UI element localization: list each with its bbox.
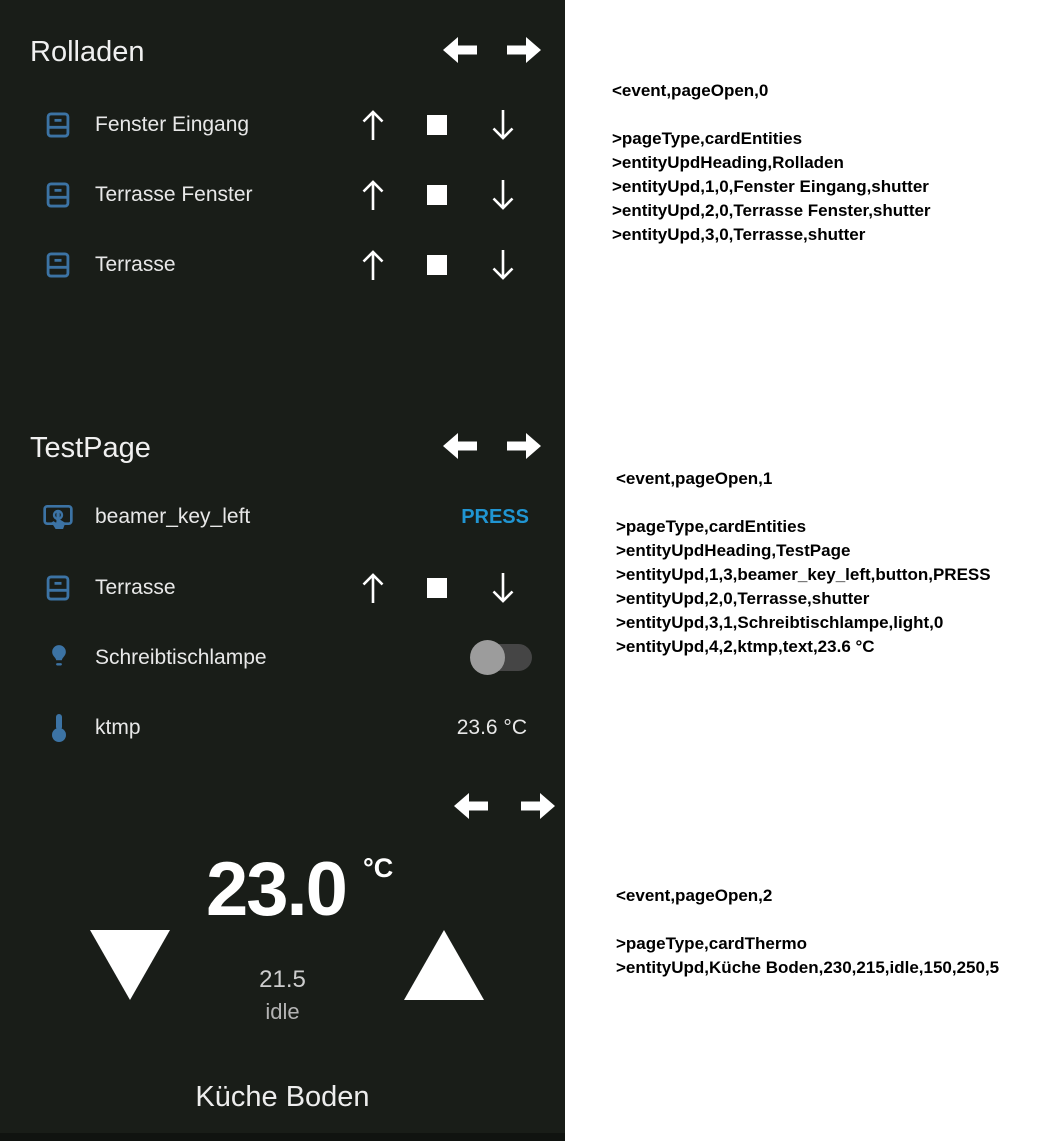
log-line: >pageType,cardEntities	[612, 129, 803, 148]
log-block-page2	[616, 884, 999, 980]
tap-button-icon	[42, 502, 74, 537]
entity-label: Schreibtischlampe	[95, 646, 267, 669]
shutter-stop-button[interactable]	[427, 255, 447, 275]
log-line: >entityUpd,4,2,ktmp,text,23.6 °C	[616, 637, 875, 656]
press-button[interactable]: PRESS	[461, 506, 529, 528]
shutter-icon	[44, 574, 72, 607]
log-line: >entityUpd,2,0,Terrasse,shutter	[616, 589, 870, 608]
shutter-icon	[44, 111, 72, 144]
nav-prev-button[interactable]	[441, 33, 479, 67]
shutter-up-button[interactable]	[358, 571, 388, 610]
thermostat-title: Küche Boden	[195, 1081, 370, 1113]
card-heading-testpage: TestPage	[30, 432, 151, 464]
log-line: >entityUpdHeading,Rolladen	[612, 153, 844, 172]
arrow-right-icon	[519, 789, 557, 823]
shutter-down-button[interactable]	[488, 248, 518, 287]
log-event-line: <event,pageOpen,1	[616, 469, 773, 488]
nav-prev-button[interactable]	[452, 789, 490, 823]
log-line: >pageType,cardThermo	[616, 934, 807, 953]
shutter-stop-button[interactable]	[427, 115, 447, 135]
shutter-down-button[interactable]	[488, 178, 518, 217]
shutter-up-button[interactable]	[358, 178, 388, 217]
nav-next-button[interactable]	[505, 33, 543, 67]
toggle-knob	[470, 640, 505, 675]
shutter-up-button[interactable]	[358, 248, 388, 287]
entity-label: Fenster Eingang	[95, 113, 250, 136]
entity-row	[0, 636, 565, 680]
entity-label: ktmp	[95, 716, 141, 739]
entity-label: Terrasse Fenster	[95, 183, 253, 206]
shutter-down-button[interactable]	[488, 571, 518, 610]
entity-label: Terrasse	[95, 576, 176, 599]
log-event-line: <event,pageOpen,0	[612, 81, 769, 100]
log-event-line: <event,pageOpen,2	[616, 886, 773, 905]
entity-label: Terrasse	[95, 253, 176, 276]
nav-next-button[interactable]	[505, 429, 543, 463]
log-line: >entityUpdHeading,TestPage	[616, 541, 851, 560]
log-line: >pageType,cardEntities	[616, 517, 807, 536]
arrow-left-icon	[441, 33, 479, 67]
shutter-up-button[interactable]	[358, 108, 388, 147]
arrow-right-icon	[505, 429, 543, 463]
entity-row	[0, 566, 565, 610]
light-toggle[interactable]	[473, 644, 532, 671]
target-temperature: 21.5	[259, 966, 306, 993]
log-line: >entityUpd,Küche Boden,230,215,idle,150,250,5	[616, 958, 1000, 977]
panel-bottom-edge	[0, 1133, 565, 1141]
current-temperature: 23.0	[206, 847, 346, 932]
entity-row	[0, 243, 565, 287]
thermometer-icon	[48, 712, 70, 749]
log-lines	[616, 932, 999, 980]
card-heading-rolladen: Rolladen	[30, 36, 145, 68]
lightbulb-icon	[46, 642, 72, 677]
shutter-stop-button[interactable]	[427, 578, 447, 598]
log-lines	[612, 127, 931, 247]
log-line: >entityUpd,2,0,Terrasse Fenster,shutter	[612, 201, 931, 220]
entity-value: 23.6 °C	[456, 716, 527, 739]
entity-row	[0, 173, 565, 217]
arrow-left-icon	[452, 789, 490, 823]
log-line: >entityUpd,1,0,Fenster Eingang,shutter	[612, 177, 929, 196]
log-lines	[616, 515, 991, 659]
entity-row	[0, 706, 565, 750]
arrow-left-icon	[441, 429, 479, 463]
entity-row	[0, 103, 565, 147]
log-block-page0	[612, 79, 931, 247]
arrow-right-icon	[505, 33, 543, 67]
hvac-state: idle	[265, 999, 300, 1024]
log-line: >entityUpd,3,1,Schreibtischlampe,light,0	[616, 613, 944, 632]
shutter-icon	[44, 181, 72, 214]
log-block-page1	[616, 467, 991, 659]
temperature-unit: °C	[363, 853, 394, 883]
entity-row	[0, 495, 565, 539]
shutter-stop-button[interactable]	[427, 185, 447, 205]
entity-label: beamer_key_left	[95, 505, 251, 528]
shutter-icon	[44, 251, 72, 284]
nav-prev-button[interactable]	[441, 429, 479, 463]
log-line: >entityUpd,3,0,Terrasse,shutter	[612, 225, 866, 244]
log-line: >entityUpd,1,3,beamer_key_left,button,PRESS	[616, 565, 991, 584]
nav-next-button[interactable]	[519, 789, 557, 823]
shutter-down-button[interactable]	[488, 108, 518, 147]
